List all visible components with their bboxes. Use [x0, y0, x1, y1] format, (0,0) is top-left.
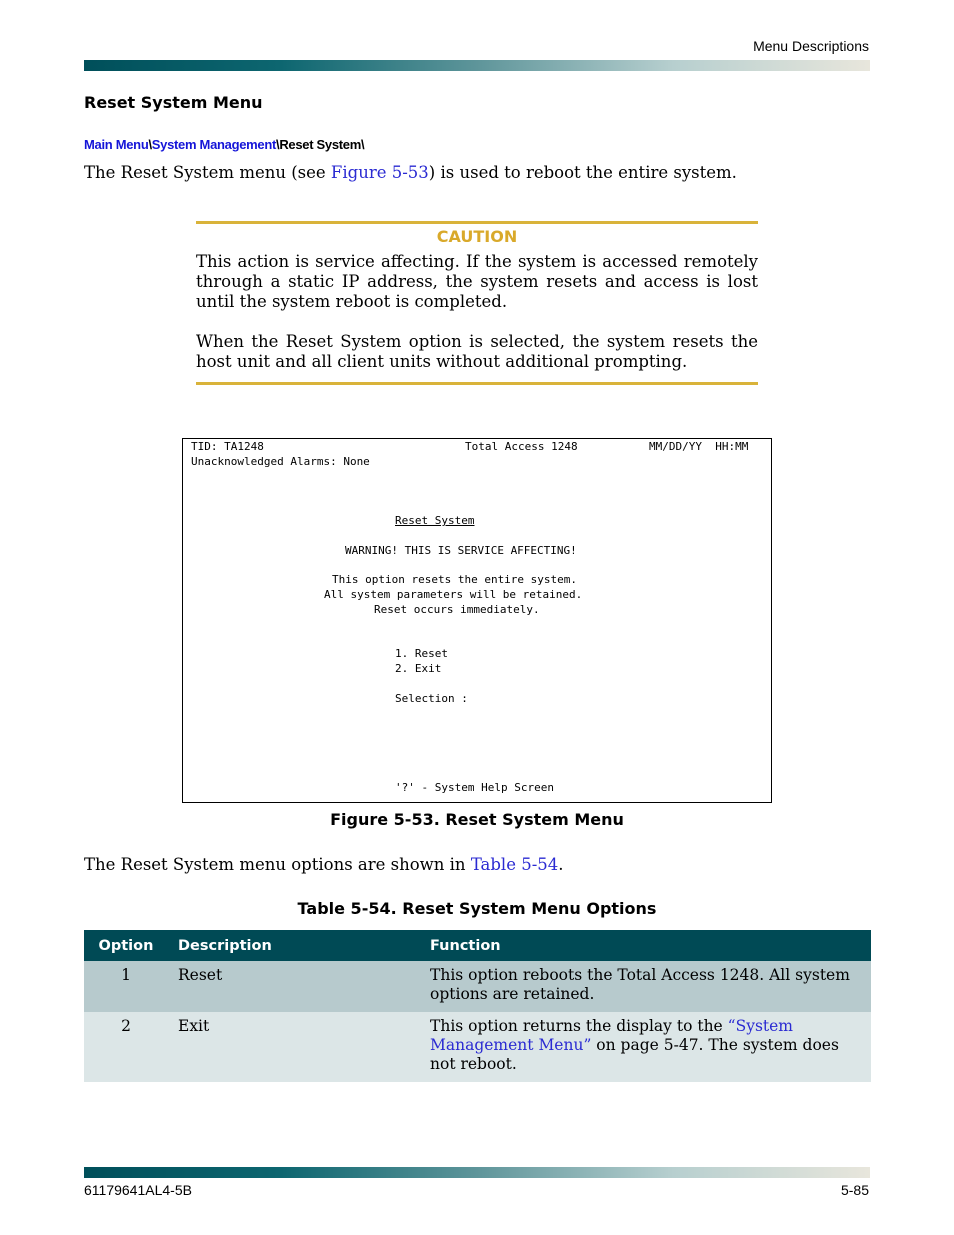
terminal-screen: [182, 438, 772, 803]
column-header-option: Option: [84, 930, 168, 961]
section-title: Reset System Menu: [84, 93, 263, 112]
table-row: [84, 1012, 871, 1082]
breadcrumb-separator: \: [148, 137, 152, 152]
figure-caption: Figure 5-53. Reset System Menu: [330, 810, 624, 829]
figure-reference-link[interactable]: Figure 5-53: [330, 163, 429, 182]
terminal-selection-prompt[interactable]: Selection :: [395, 692, 468, 705]
intro-paragraph: [84, 163, 737, 182]
terminal-option-exit[interactable]: 2. Exit: [395, 662, 442, 675]
table-header-row: [84, 930, 871, 961]
page-number: 5-85: [840, 1182, 869, 1198]
terminal-datetime: MM/DD/YY HH:MM: [649, 440, 749, 453]
terminal-warning: WARNING! THIS IS SERVICE AFFECTING!: [345, 544, 577, 557]
footer-decorative-bar: [84, 1167, 870, 1178]
column-header-description: Description: [168, 930, 420, 961]
caution-paragraph-2: When the Reset System option is selected, the system resets the host unit and all client units without additional prompting.: [196, 332, 758, 371]
table-caption: Table 5-54. Reset System Menu Options: [297, 899, 657, 918]
menu-options-text-before: The Reset System menu options are shown in: [84, 855, 471, 874]
terminal-alarms: Unacknowledged Alarms: None: [191, 455, 370, 468]
caution-title: CAUTION: [436, 227, 518, 246]
caution-paragraph-1: This action is service affecting. If the system is accessed remotely through a static IP address, the system resets and access is lost until the system reboot is completed.: [196, 252, 758, 311]
terminal-tid: TID: TA1248: [191, 440, 264, 453]
intro-text-after: ) is used to reboot the entire system.: [428, 163, 737, 182]
breadcrumb-main-menu-link[interactable]: Main Menu: [84, 137, 149, 152]
cell-function-text-before: This option returns the display to the: [430, 1017, 728, 1035]
running-header: Menu Descriptions: [753, 38, 869, 54]
system-management-menu-link[interactable]: “System Management Menu”: [430, 1017, 794, 1054]
table-reference-link[interactable]: Table 5-54: [470, 855, 559, 874]
cell-function: [420, 1012, 871, 1082]
menu-options-table: [84, 930, 871, 1082]
document-number: 61179641AL4-5B: [84, 1182, 192, 1198]
breadcrumb-system-management-link[interactable]: System Management: [151, 137, 277, 152]
menu-options-paragraph: [84, 855, 564, 874]
breadcrumb-current: \Reset System\: [276, 137, 365, 152]
cell-description: Exit: [168, 1012, 420, 1082]
cell-option: 1: [84, 961, 168, 1012]
cell-option: 2: [84, 1012, 168, 1082]
table-row: [84, 961, 871, 1012]
caution-box: [196, 221, 758, 385]
terminal-info-line: All system parameters will be retained.: [324, 588, 583, 601]
intro-text-before: The Reset System menu (see: [84, 163, 331, 182]
terminal-info-line: Reset occurs immediately.: [374, 603, 540, 616]
cell-description: Reset: [168, 961, 420, 1012]
terminal-info-line: This option resets the entire system.: [332, 573, 578, 586]
menu-options-text-after: .: [558, 855, 564, 874]
breadcrumb: [84, 137, 364, 152]
header-decorative-bar: [84, 60, 870, 71]
column-header-function: Function: [420, 930, 871, 961]
terminal-help-hint: '?' - System Help Screen: [395, 781, 554, 794]
terminal-product-name: Total Access 1248: [465, 440, 578, 453]
cell-function-text-after: on page 5-47. The system does not reboot.: [430, 1036, 839, 1073]
cell-function: This option reboots the Total Access 1248. All system options are retained.: [420, 961, 871, 1012]
terminal-menu-title: Reset System: [395, 514, 475, 527]
terminal-option-reset[interactable]: 1. Reset: [395, 647, 448, 660]
